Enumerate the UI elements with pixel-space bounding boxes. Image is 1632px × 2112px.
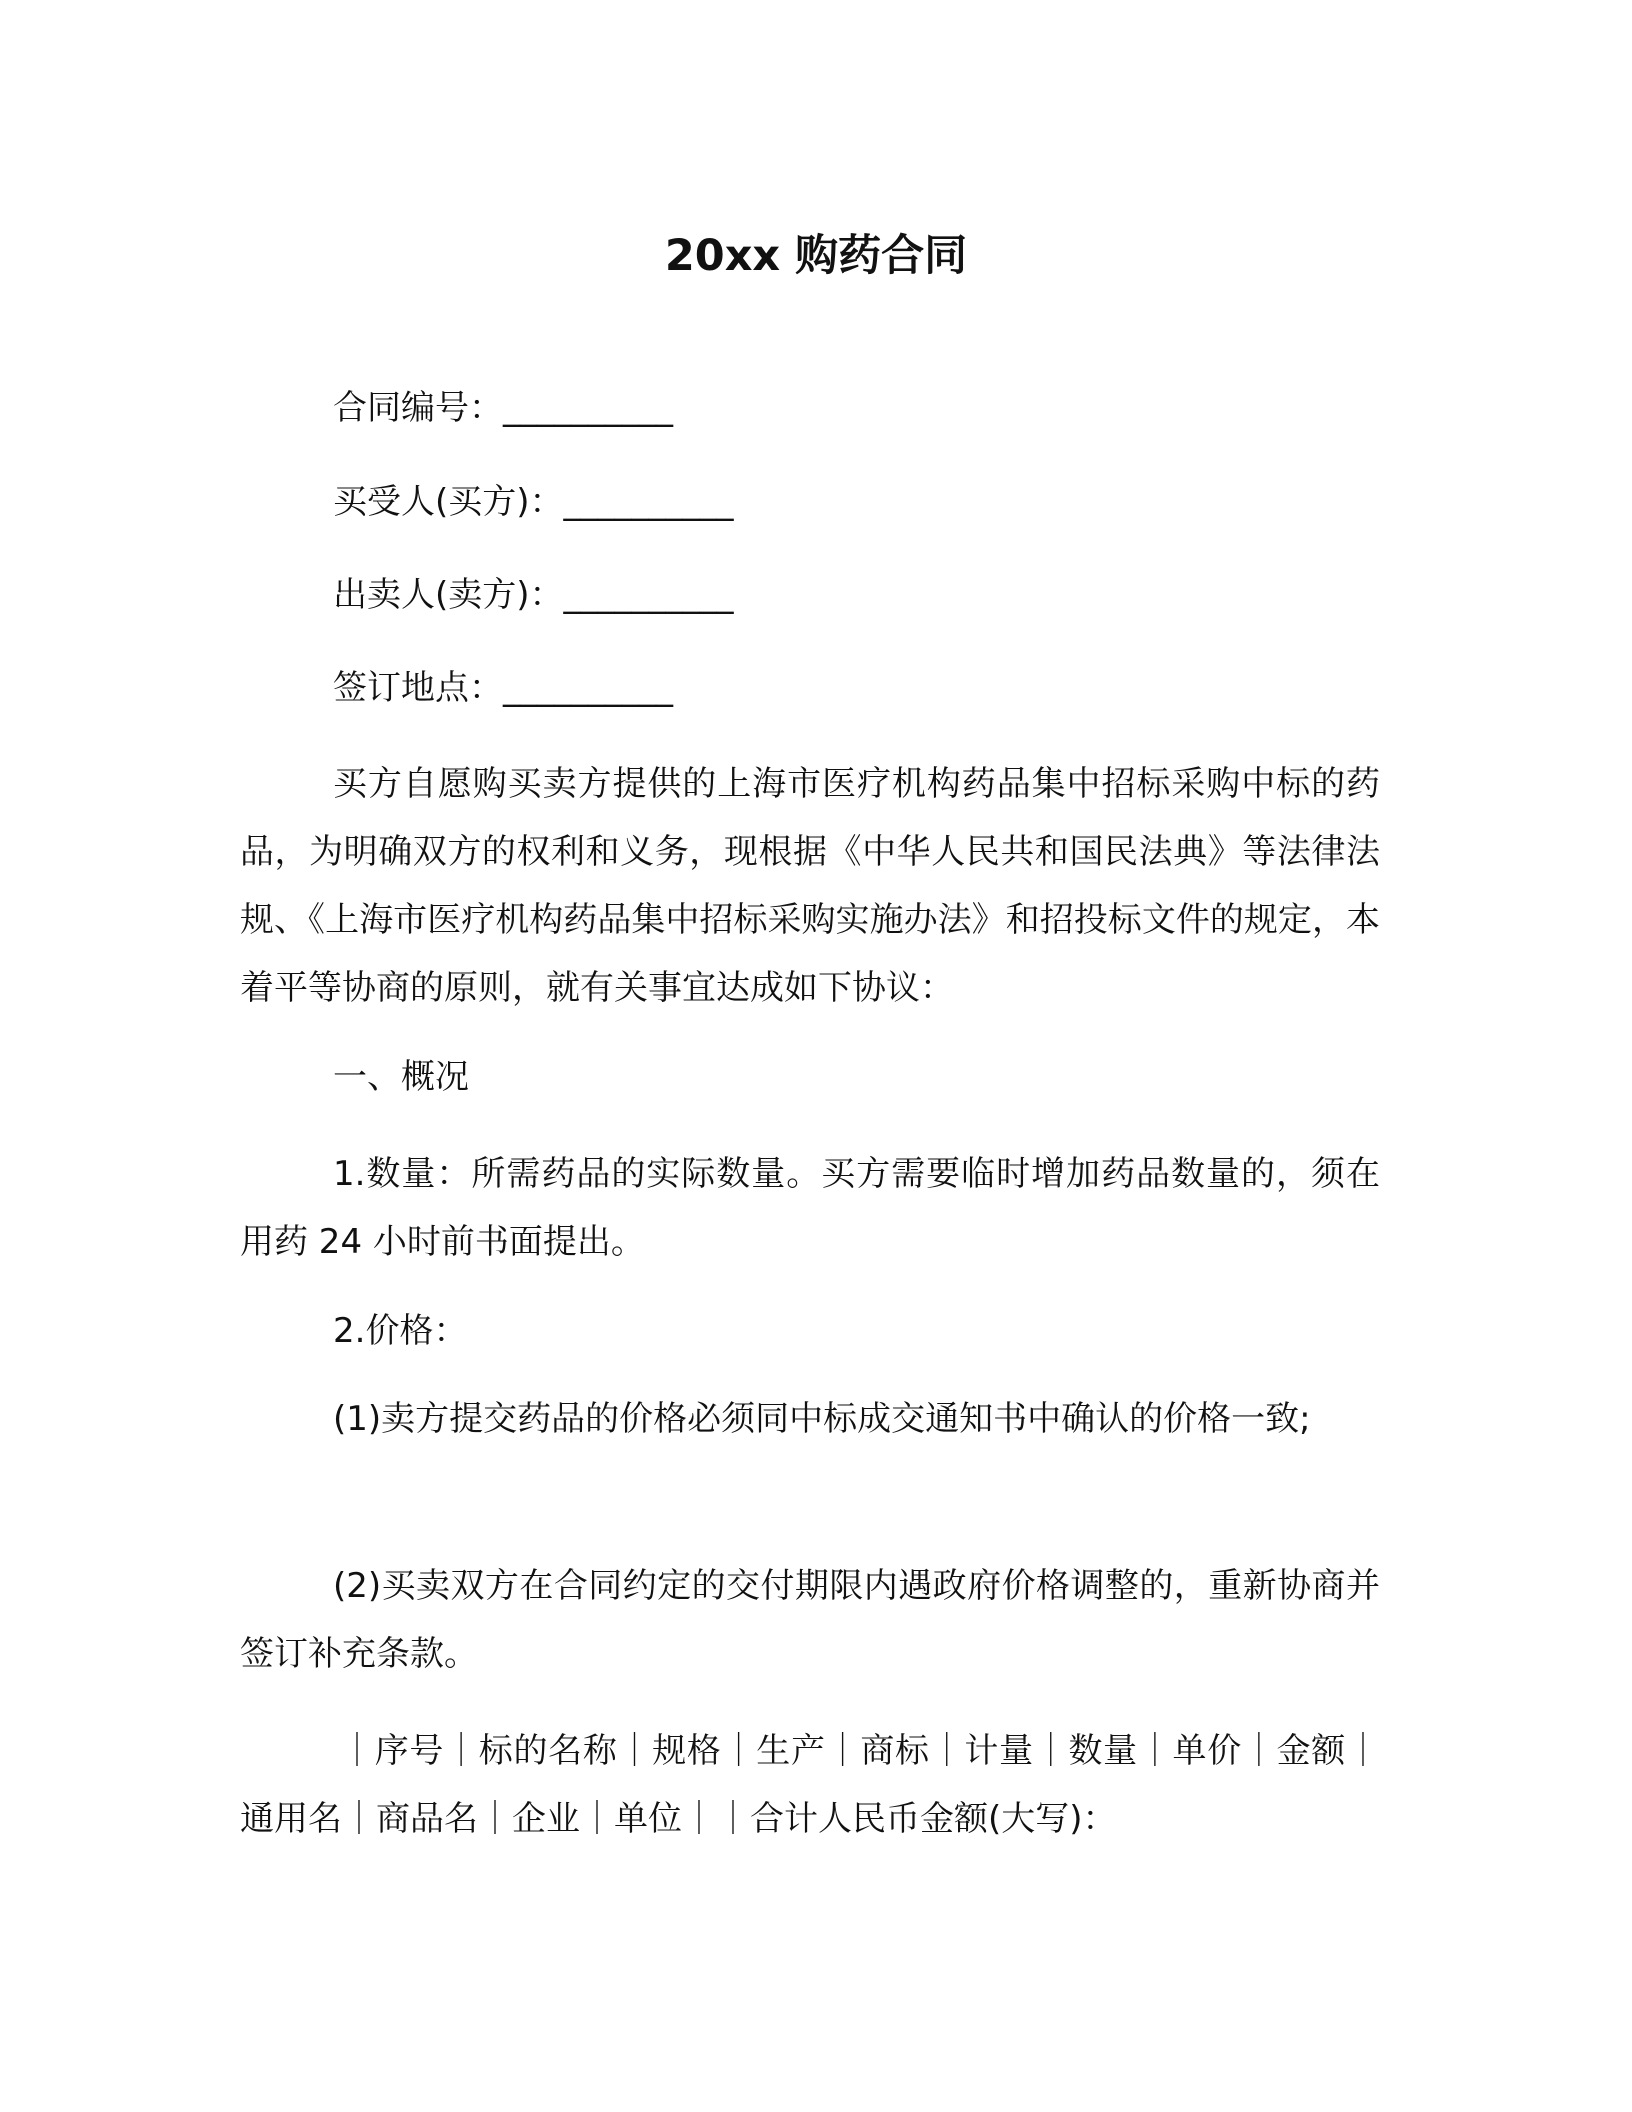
field-blank: __________ [563,482,734,522]
field-label: 合同编号： [333,388,503,428]
field-blank: __________ [503,668,673,708]
item-2-price-heading: 2.价格： [333,1311,468,1351]
document-title: 20xx 购药合同 [664,231,968,281]
field-label: 买受人(买方)： [333,482,564,522]
field-blank: __________ [503,388,673,428]
field-blank: __________ [563,575,734,615]
item-1-quantity: 1.数量：所需药品的实际数量。买方需要临时增加药品数量的，须在用药 24 小时前书面提出。 [240,1154,1380,1262]
field-label: 出卖人(卖方)： [333,575,564,615]
contract-number-field [333,387,673,429]
section-1-heading: 一、概况 [333,1057,469,1097]
table-text: ｜序号｜标的名称｜规格｜生产｜商标｜计量｜数量｜单价｜金额｜通用名｜商品名｜企业｜单位｜｜合计人民币金额(大写)： [240,1731,1380,1839]
item-2-clause-1: (1)卖方提交药品的价格必须同中标成交通知书中确认的价格一致; [333,1399,1311,1439]
buyer-field [333,481,734,523]
field-label: 签订地点： [333,668,503,708]
signing-place-field [333,667,673,709]
item-2-clause-2: (2)买卖双方在合同约定的交付期限内遇政府价格调整的，重新协商并签订补充条款。 [240,1566,1380,1674]
seller-field [333,574,734,616]
intro-paragraph: 买方自愿购买卖方提供的上海市医疗机构药品集中招标采购中标的药品，为明确双方的权利和义务，现根据《中华人民共和国民法典》等法律法规、《上海市医疗机构药品集中招标采购实施办法》和招投标文件的规定，本着平等协商的原则，就有关事宜达成如下协议： [240,764,1380,1008]
